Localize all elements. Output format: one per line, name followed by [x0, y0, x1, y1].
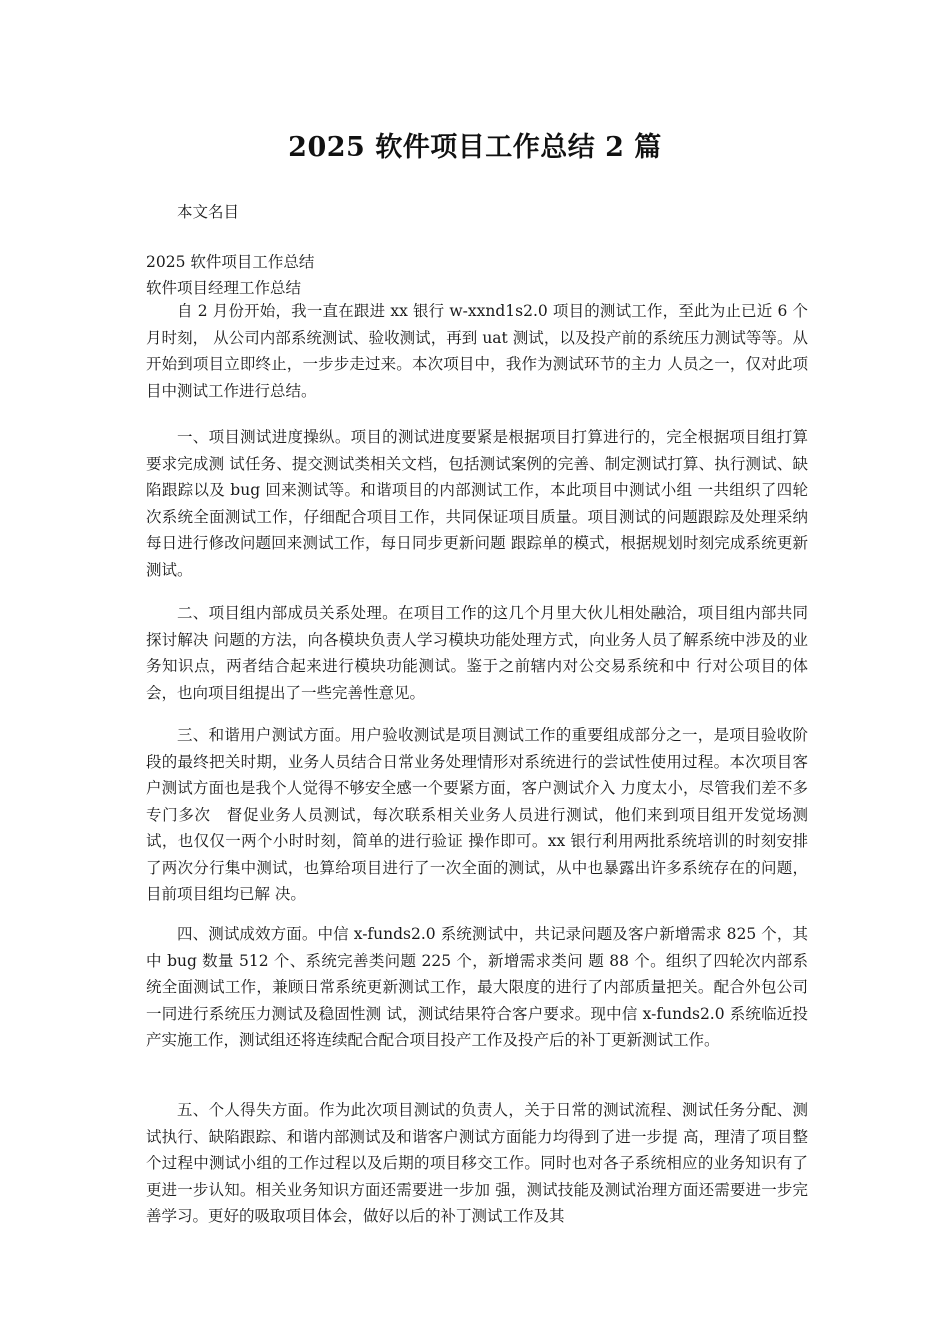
section-1-paragraph	[146, 424, 808, 583]
paragraph-text: 三、和谐用户测试方面。用户验收测试是项目测试工作的重要组成部分之一，是项目验收阶 段的最终把关时期，业务人员结合日常业务处理情形对系统进行的尝试性使用过程。本次项目客户测试方面也是我个人觉得不够安全感一个要紧方面，客户测试介入 力度太小，尽管我们差不多专门多次 督促业务人员测试，每次联系相关业务人员进行测试，他们来到项目组开发觉场测试，也仅仅一两个小时时刻，简单的进行验证 操作即可。xx 银行利用两批系统培训的时刻安排了两次分行集中测试，也算给项目进行了一次全面的测试，从中也暴露出许多系统存在的问题，目前项目组均已解 决。	[146, 726, 808, 903]
intro-paragraph	[146, 298, 808, 404]
paragraph-text: 四、测试成效方面。中信 x-funds2.0 系统测试中，共记录问题及客户新增需求 825 个，其中 bug 数量 512 个、系统完善类问题 225 个，新增需求类问 题 88 个。组织了四轮次内部系统全面测试工作，兼顾日常系统更新测试工作，最大限度的进行了内部质量把关。配合外包公司一同进行系统压力测试及稳固性测 试，测试结果符合客户要求。现中信 x-funds2.0 系统临近投产实施工作，测试组还将连续配合配合项目投产工作及投产后的补丁更新测试工作。	[146, 925, 808, 1049]
section-2-paragraph	[146, 600, 808, 706]
section-4-paragraph	[146, 921, 808, 1054]
toc-item: 2025 软件项目工作总结	[146, 253, 315, 271]
toc-item: 软件项目经理工作总结	[146, 279, 302, 297]
section-3-paragraph	[146, 722, 808, 908]
paragraph-text: 一、项目测试进度操纵。项目的测试进度要紧是根据项目打算进行的，完全根据项目组打算要求完成测 试任务、提交测试类相关文档，包括测试案例的完善、制定测试打算、执行测试、缺陷跟踪以及 bug 回来测试等。和谐项目的内部测试工作，本此项目中测试小组 一共组织了四轮次系统全面测试工作，仔细配合项目工作，共同保证项目质量。项目测试的问题跟踪及处理采纳每日进行修改问题回来测试工作，每日同步更新问题 跟踪单的模式，根据规划时刻完成系统更新测试。	[146, 428, 808, 579]
paragraph-text: 自 2 月份开始，我一直在跟进 xx 银行 w-xxnd1s2.0 项目的测试工作，至此为止已近 6 个月时刻， 从公司内部系统测试、验收测试，再到 uat 测试，以及投产前的系统压力测试等等。从开始到项目立即终止，一步步走过来。本次项目中，我作为测试环节的主力 人员之一，仅对此项目中测试工作进行总结。	[146, 302, 808, 400]
toc-heading: 本文名目	[177, 203, 240, 221]
document-title: 2025 软件项目工作总结 2 篇	[288, 132, 662, 163]
paragraph-text: 二、项目组内部成员关系处理。在项目工作的这几个月里大伙儿相处融洽，项目组内部共同探讨解决 问题的方法，向各模块负责人学习模块功能处理方式，向业务人员了解系统中涉及的业务知识点，两者结合起来进行模块功能测试。鉴于之前辖内对公交易系统和中 行对公项目的体会，也向项目组提出了一些完善性意见。	[146, 604, 808, 702]
section-5-paragraph	[146, 1097, 808, 1230]
paragraph-text: 五、个人得失方面。作为此次项目测试的负责人，关于日常的测试流程、测试任务分配、测试执行、缺陷跟踪、和谐内部测试及和谐客户测试方面能力均得到了进一步提 高，理清了项目整个过程中测试小组的工作过程以及后期的项目移交工作。同时也对各子系统相应的业务知识有了更进一步认知。相关业务知识方面还需要进一步加 强，测试技能及测试治理方面还需要进一步完善学习。更好的吸取项目体会，做好以后的补丁测试工作及其	[146, 1101, 808, 1225]
